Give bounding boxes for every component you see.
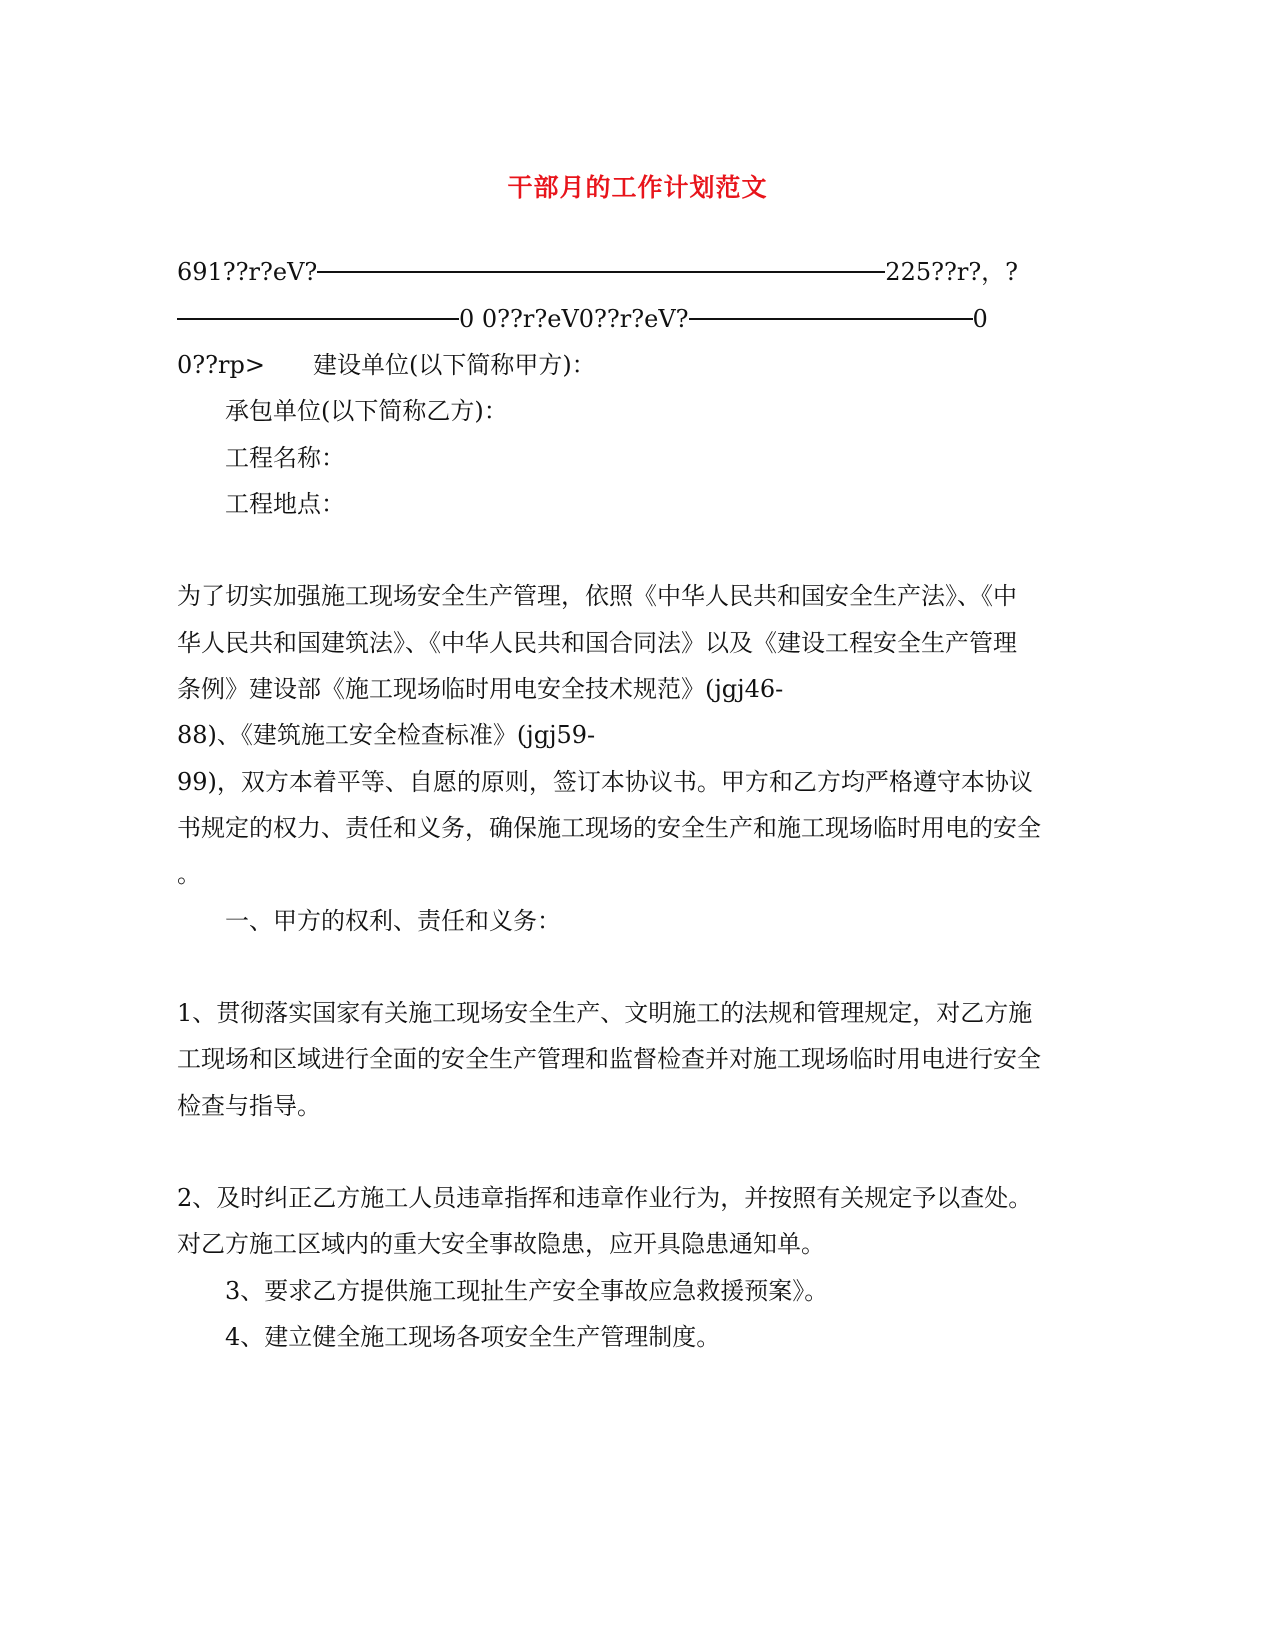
party-a-label: 建设单位(以下简称甲方)：: [312, 351, 596, 379]
fill-rule: [317, 271, 885, 273]
intro-line: 99)，双方本着平等、自愿的原则，签订本协议书。甲方和乙方均严格遵守本协议: [177, 768, 1033, 796]
form-code-2: 225??r?，?: [885, 258, 1019, 286]
item-4: 4、建立健全施工现场各项安全生产管理制度。: [225, 1323, 721, 1351]
form-code-1: 691??r?eV?: [177, 258, 318, 286]
section-heading: 一、甲方的权利、责任和义务：: [225, 907, 561, 935]
form-line-1: [177, 257, 1018, 287]
form-line-2: [177, 304, 988, 334]
intro-line: 书规定的权力、责任和义务，确保施工现场的安全生产和施工现场临时用电的安全: [177, 814, 1041, 842]
item-2-line: 2、及时纠正乙方施工人员违章指挥和违章作业行为，并按照有关规定予以查处。: [177, 1184, 1033, 1212]
item-1-line: 1、贯彻落实国家有关施工现场安全生产、文明施工的法规和管理规定，对乙方施: [177, 999, 1033, 1027]
form-line-3: [177, 350, 596, 380]
party-b-label: 承包单位(以下简称乙方)：: [225, 397, 508, 425]
intro-line: 。: [177, 860, 201, 888]
fill-rule: [689, 318, 973, 320]
project-location-label: 工程地点：: [225, 490, 345, 518]
document-title: 干部月的工作计划范文: [507, 173, 768, 202]
form-code-4: 0: [972, 305, 988, 333]
form-code-5: 0??rp>: [177, 351, 265, 379]
intro-line: 88)、《建筑施工安全检查标准》(jgj59-: [177, 721, 596, 749]
item-3: 3、要求乙方提供施工现扯生产安全事故应急救援预案》。: [225, 1277, 829, 1305]
intro-line: 条例》建设部《施工现场临时用电安全技术规范》(jgj46-: [177, 675, 784, 703]
item-1-line: 检查与指导。: [177, 1092, 321, 1120]
item-1-line: 工现场和区域进行全面的安全生产管理和监督检查并对施工现场临时用电进行安全: [177, 1045, 1041, 1073]
intro-line: 华人民共和国建筑法》、《中华人民共和国合同法》以及《建设工程安全生产管理: [177, 629, 1017, 657]
fill-rule: [177, 318, 459, 320]
item-2-line: 对乙方施工区域内的重大安全事故隐患，应开具隐患通知单。: [177, 1230, 825, 1258]
project-name-label: 工程名称：: [225, 444, 345, 472]
form-code-3: 0 0??r?eV0??r?eV?: [459, 305, 689, 333]
intro-line: 为了切实加强施工现场安全生产管理，依照《中华人民共和国安全生产法》、《中: [177, 582, 1017, 610]
